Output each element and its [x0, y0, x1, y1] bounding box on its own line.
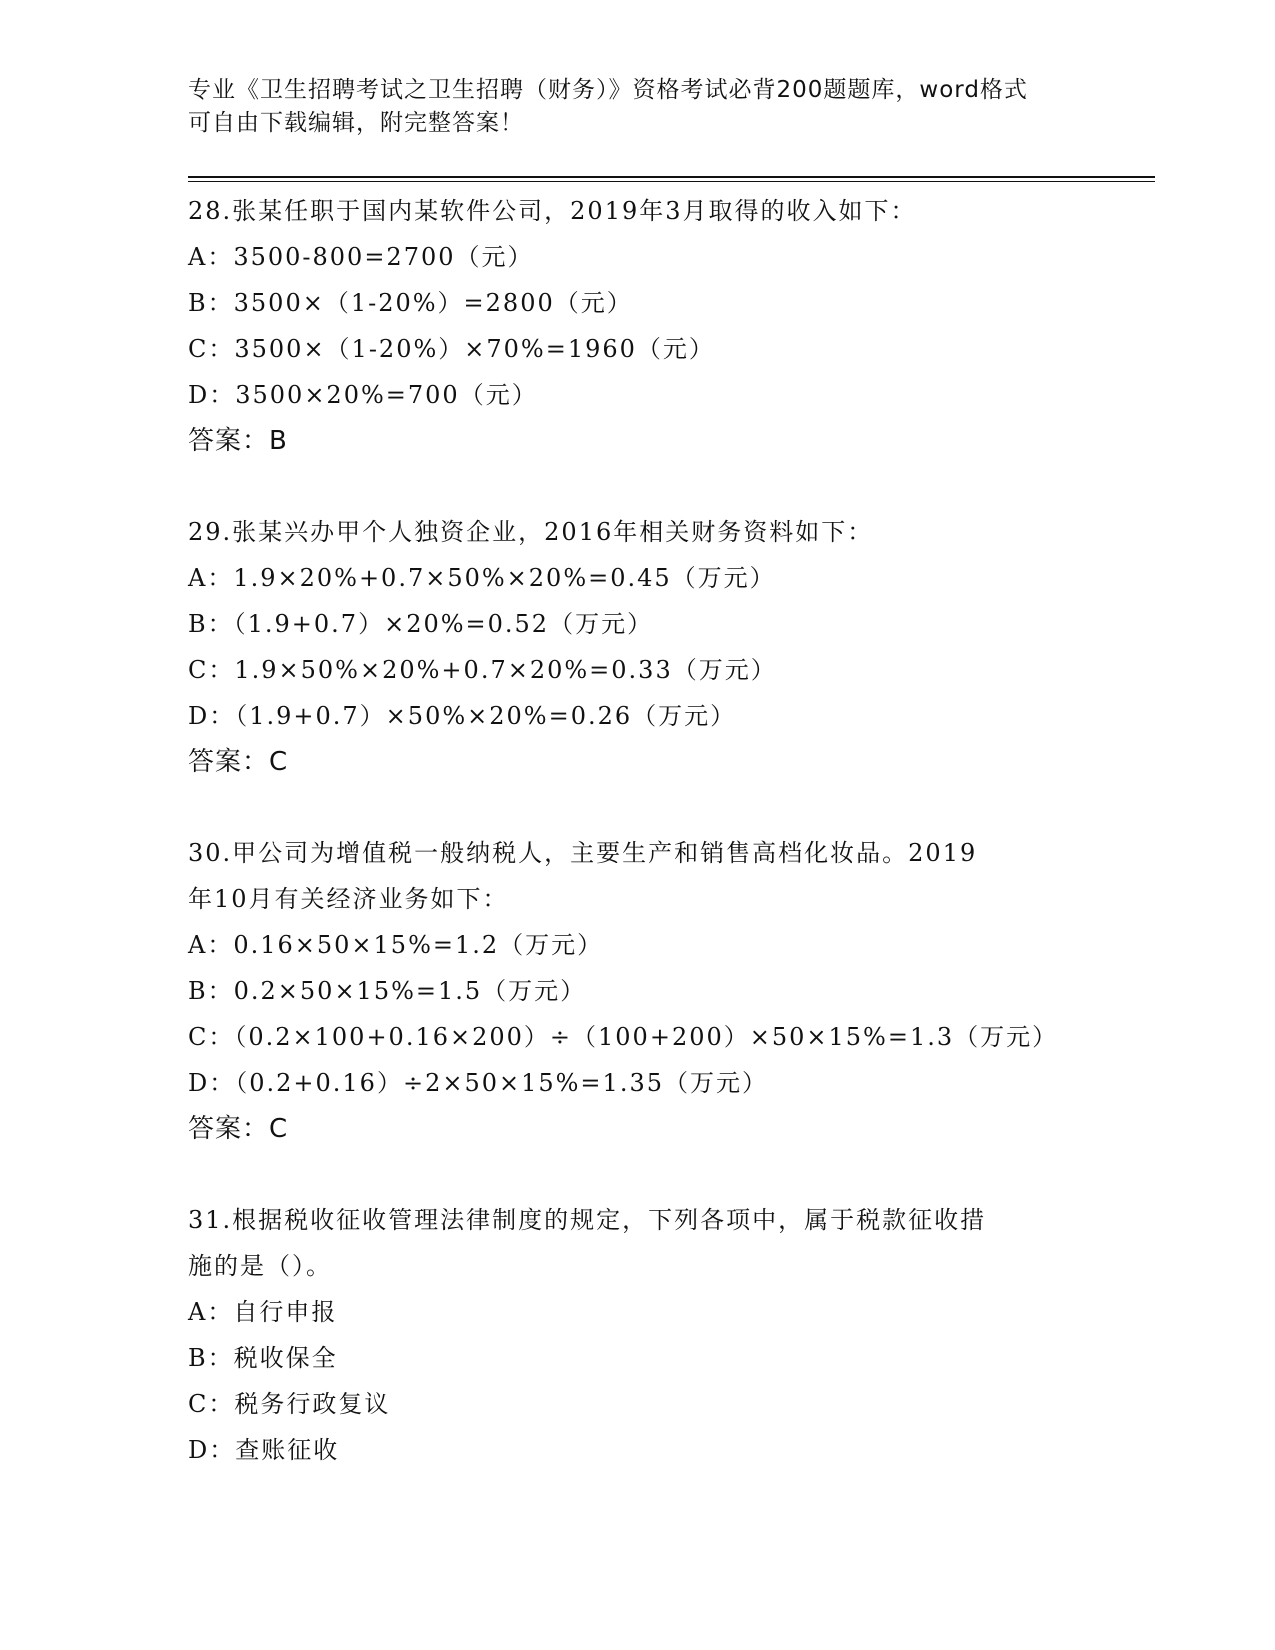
option-c: C：1.9×50%×20%+0.7×20%=0.33（万元） — [188, 656, 777, 684]
option-b: B：（1.9+0.7）×20%=0.52（万元） — [188, 610, 654, 638]
answer-line: 答案：B — [188, 426, 288, 456]
question-stem: 28.张某任职于国内某软件公司，2019年3月取得的收入如下： — [188, 197, 917, 225]
answer-line: 答案：C — [188, 747, 289, 777]
option-c: C：税务行政复议 — [188, 1390, 391, 1418]
option-c: C：（0.2×100+0.16×200）÷（100+200）×50×15%=1.3（万元） — [188, 1023, 1059, 1051]
option-d: D：（1.9+0.7）×50%×20%=0.26（万元） — [188, 702, 737, 730]
question-29 — [188, 509, 1088, 785]
option-a: A：3500-800=2700（元） — [188, 243, 534, 271]
option-c: C：3500×（1-20%）×70%=1960（元） — [188, 335, 715, 363]
question-stem: 29.张某兴办甲个人独资企业，2016年相关财务资料如下： — [188, 518, 874, 546]
header-line-2: 可自由下载编辑，附完整答案！ — [188, 110, 524, 136]
header-line-1: 专业《卫生招聘考试之卫生招聘（财务）》资格考试必背200题题库，word格式 — [188, 77, 1028, 103]
header-divider-thin — [188, 181, 1155, 182]
question-stem: 31.根据税收征收管理法律制度的规定，下列各项中，属于税款征收措 — [188, 1206, 987, 1234]
option-b: B：税收保全 — [188, 1344, 338, 1372]
option-a: A：自行申报 — [188, 1298, 338, 1326]
answer-line: 答案：C — [188, 1114, 289, 1144]
option-d: D：查账征收 — [188, 1436, 340, 1464]
option-d: D：（0.2+0.16）÷2×50×15%=1.35（万元） — [188, 1069, 768, 1097]
option-a: A：0.16×50×15%=1.2（万元） — [188, 931, 604, 959]
header-divider-thick — [188, 176, 1155, 178]
question-28 — [188, 188, 1088, 464]
question-31 — [188, 1197, 1088, 1473]
option-b: B：3500×（1-20%）=2800（元） — [188, 289, 633, 317]
question-stem-continued: 施的是（）。 — [188, 1252, 332, 1280]
document-header — [188, 74, 1068, 140]
option-a: A：1.9×20%+0.7×50%×20%=0.45（万元） — [188, 564, 776, 592]
question-list — [188, 188, 1088, 1518]
option-d: D：3500×20%=700（元） — [188, 381, 538, 409]
option-b: B：0.2×50×15%=1.5（万元） — [188, 977, 587, 1005]
question-stem: 30.甲公司为增值税一般纳税人，主要生产和销售高档化妆品。2019 — [188, 839, 978, 867]
question-stem-continued: 年10月有关经济业务如下： — [188, 885, 509, 913]
question-30 — [188, 830, 1088, 1152]
